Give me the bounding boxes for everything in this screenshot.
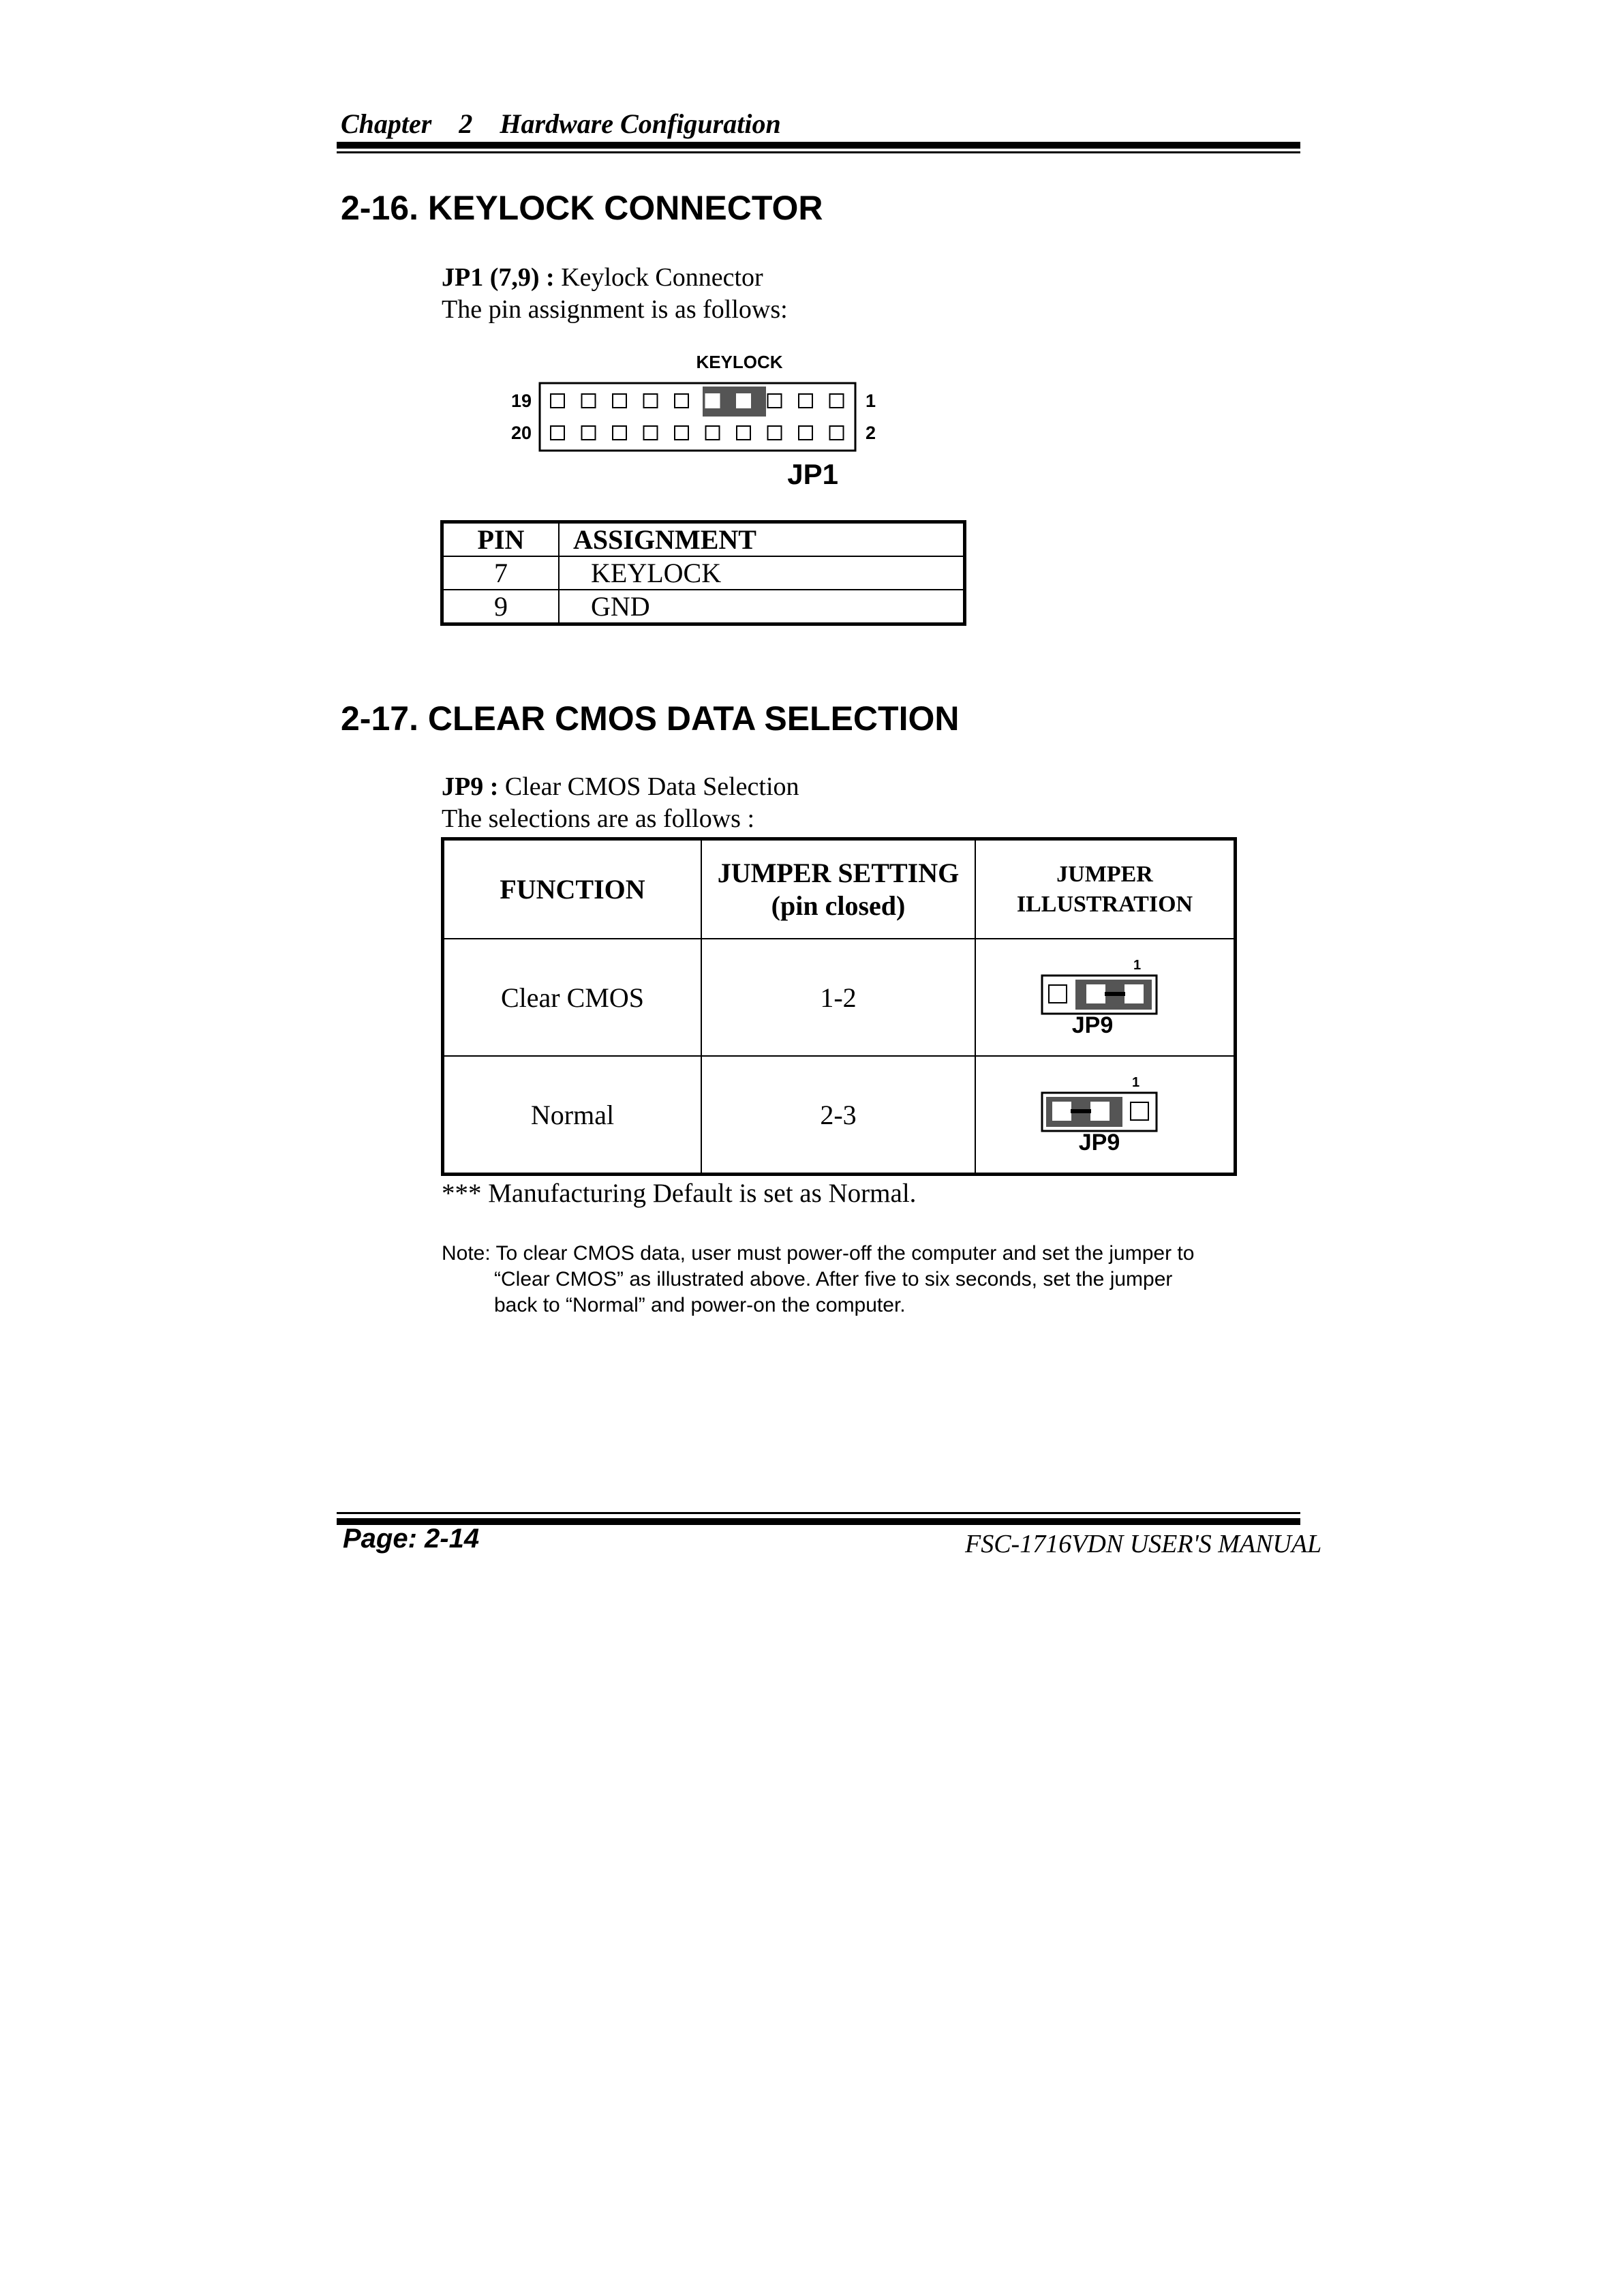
illustration-line2: ILLUSTRATION <box>1016 891 1193 917</box>
jp9-pin2 <box>1087 985 1105 1003</box>
note-line-1: Note: To clear CMOS data, user must power-off the computer and set the jumper to <box>442 1242 1195 1265</box>
table-row <box>442 590 965 624</box>
col-pin-header: PIN <box>442 522 560 557</box>
section-title-keylock: 2-16. KEYLOCK CONNECTOR <box>341 189 823 227</box>
jp1-pin <box>768 394 782 408</box>
jp1-label: JP1 (7,9) : <box>442 263 555 292</box>
function-cell: Normal <box>443 1056 702 1175</box>
jp9-label: JP9 : <box>442 772 499 801</box>
illustration-line1: JUMPER <box>1056 861 1153 887</box>
table-header-row <box>442 522 965 557</box>
jp9-desc-text: Clear CMOS Data Selection <box>498 772 799 801</box>
pin-assignment-intro: The pin assignment is as follows: <box>442 295 788 324</box>
footer-rule-thin <box>337 1512 1300 1514</box>
section-title-clear-cmos: 2-17. CLEAR CMOS DATA SELECTION <box>341 699 960 738</box>
setting-cell: 1-2 <box>701 939 975 1056</box>
chapter-header: Chapter 2 Hardware Configuration <box>341 108 781 139</box>
jp1-pin <box>768 426 782 440</box>
keylock-pin-table <box>440 520 966 626</box>
jumper-link <box>1071 1109 1091 1113</box>
jp1-pin <box>613 394 626 408</box>
clear-cmos-table <box>441 837 1237 1176</box>
jp1-pin <box>799 426 812 440</box>
function-cell: Clear CMOS <box>443 939 702 1056</box>
selections-intro: The selections are as follows : <box>442 804 755 833</box>
footer-rule-thick <box>337 1518 1300 1525</box>
jp1-pin <box>706 426 720 440</box>
page-number: Page: 2-14 <box>343 1524 480 1554</box>
pin-cell: 9 <box>442 590 560 624</box>
jp9-name: JP9 <box>1078 1130 1120 1155</box>
col-jumper-setting-header <box>701 839 975 939</box>
jp1-pin <box>551 394 564 408</box>
jumper-setting-line1: JUMPER SETTING <box>717 857 960 888</box>
pin20-label: 20 <box>511 423 532 443</box>
table-header-row <box>443 839 1236 939</box>
note-line-2: “Clear CMOS” as illustrated above. After five to six seconds, set the jumper <box>494 1268 1173 1290</box>
jp9-pin1 <box>1125 985 1143 1003</box>
assignment-cell: GND <box>559 590 965 624</box>
keylock-label: KEYLOCK <box>696 352 783 372</box>
jp1-pin <box>582 394 596 408</box>
jp1-name: JP1 <box>787 458 838 490</box>
jp1-pin <box>830 426 844 440</box>
pin19-label: 19 <box>511 391 532 411</box>
jp1-pin <box>675 426 688 440</box>
jp1-pin <box>582 426 596 440</box>
header-rule-thick <box>337 142 1300 149</box>
setting-cell: 2-3 <box>701 1056 975 1175</box>
table-row <box>443 1056 1236 1175</box>
col-function-header: FUNCTION <box>443 839 702 939</box>
jp9-pin1-label: 1 <box>1132 1075 1140 1090</box>
jp1-desc-text: Keylock Connector <box>554 263 763 292</box>
table-row <box>442 556 965 590</box>
jp9-pin2 <box>1091 1102 1109 1120</box>
jp1-pin <box>799 394 812 408</box>
jumper-setting-line2: (pin closed) <box>771 890 906 921</box>
jp1-pin <box>613 426 626 440</box>
assignment-cell: KEYLOCK <box>559 556 965 590</box>
clear-cmos-note <box>442 1241 1273 1318</box>
jp1-pin <box>644 394 658 408</box>
illustration-cell <box>975 1056 1236 1175</box>
col-assignment-header: ASSIGNMENT <box>559 522 965 557</box>
header-rule-thin <box>337 151 1300 153</box>
jp9-pin3 <box>1049 985 1067 1003</box>
table-row <box>443 939 1236 1056</box>
pin1-label: 1 <box>866 391 876 411</box>
jp1-description <box>442 262 763 292</box>
jp1-pin <box>830 394 844 408</box>
jp9-pin1 <box>1131 1102 1148 1120</box>
manufacturing-default-note: *** Manufacturing Default is set as Normal. <box>442 1179 917 1208</box>
jp1-pin <box>706 394 720 408</box>
jp1-connector-diagram <box>504 351 900 494</box>
jp9-pin1-label: 1 <box>1133 958 1142 973</box>
jp1-pin <box>737 426 750 440</box>
jp1-pin <box>737 394 750 408</box>
jp9-description <box>442 772 799 802</box>
illustration-cell <box>975 939 1236 1056</box>
col-illustration-header <box>975 839 1236 939</box>
jp1-header-outline <box>540 383 855 451</box>
manual-title: FSC-1716VDN USER'S MANUAL <box>965 1530 1322 1558</box>
jp9-clear-cmos-jumper-illustration <box>1037 950 1173 1038</box>
jp1-pin <box>644 426 658 440</box>
pin-cell: 7 <box>442 556 560 590</box>
note-line-3: back to “Normal” and power-on the computer. <box>494 1294 906 1316</box>
jp9-name: JP9 <box>1071 1012 1114 1038</box>
jumper-link <box>1105 992 1125 996</box>
pin2-label: 2 <box>866 423 876 443</box>
jp1-pin <box>675 394 688 408</box>
jp9-normal-jumper-illustration <box>1037 1067 1173 1155</box>
jp9-pin3 <box>1053 1102 1071 1120</box>
jp1-pin <box>551 426 564 440</box>
